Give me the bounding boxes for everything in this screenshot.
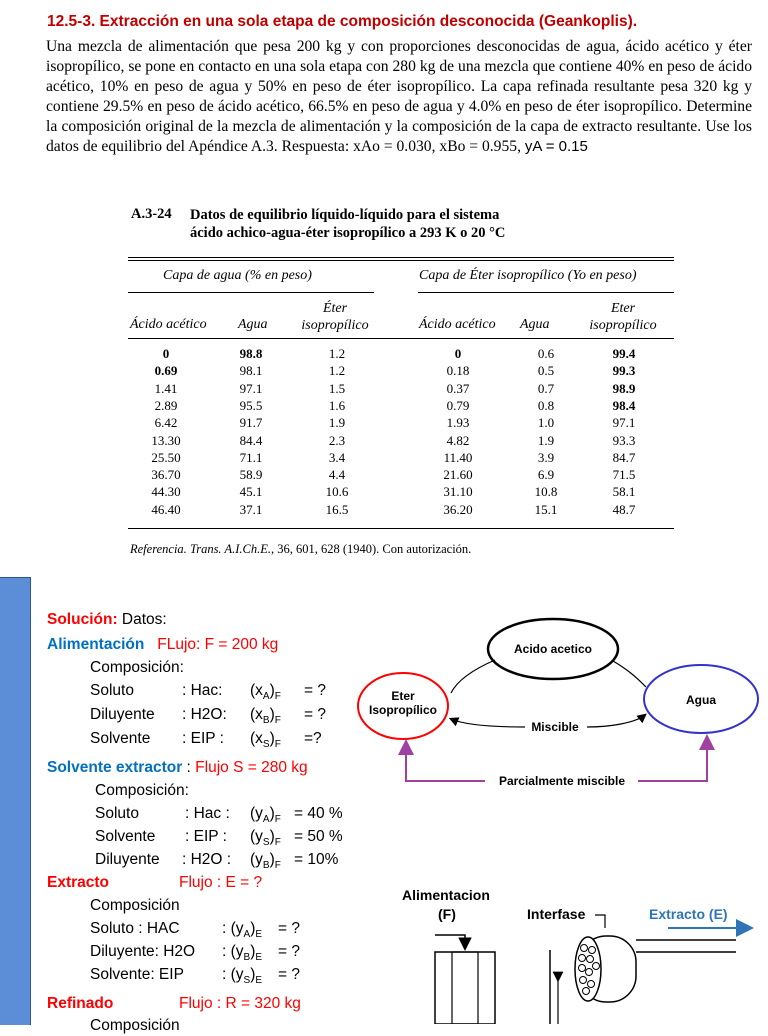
solucion-label: Solución: [47,611,118,628]
table-cell-acid-e: 36.20 [443,501,473,517]
miscible-arrow-right [587,715,645,727]
solvent-flow: Flujo S = 280 kg [195,759,308,776]
table-cell-ether-e: 93.3 [612,432,636,448]
solvent-diluent: Diluyente [95,851,160,868]
feed-diluent-value: : H2O: [182,706,227,723]
table-cell-acid-e: 0.79 [446,397,470,413]
feed-solute-value: : Hac: [182,682,223,699]
extract-diluent-line: Diluyente: H2O : $(y_B)_E$ = ? [90,943,300,964]
col-header-water-2: Agua [520,317,550,332]
extract-composition-label: Composición [90,897,180,914]
column-left [435,952,495,1024]
solvent-label: Solvente extractor [47,759,183,776]
table-cell-ether-e: 71.5 [612,467,636,483]
table-cell-ether-w: 4.4 [328,467,346,483]
table-cell-ether-w: 10.6 [325,484,349,500]
feed-flow: FLujo: F = 200 kg [157,636,279,653]
link-acid-water [613,661,646,687]
feed-arrow [435,935,465,948]
table-cell-ether-w: 3.4 [328,449,346,465]
table-cell-ether-e: 99.4 [612,346,636,361]
partial-miscible-label: Parcialmente miscible [498,774,626,788]
table-cell-water-w: 98.1 [239,363,263,379]
ether-label-2: Isopropílico [368,703,438,717]
table-cell-water-e: 0.5 [537,363,555,379]
miscibility-diagram [355,615,765,800]
table-cell-water-w: 97.1 [239,380,263,396]
problem-statement [46,37,752,157]
table-cell-water-e: 6.9 [537,467,555,483]
table-cell-acid-w: 0.69 [154,363,178,379]
table-cell-water-e: 0.8 [537,397,555,413]
reference-journal: Trans. A.I.Ch.E., [189,542,275,556]
answer-label: Respuesta: xAo = 0.030, xBo = 0.955, [281,138,521,155]
table-title-line2: ácido achico-agua-éter isopropílico a 293 K o 20 °C [190,225,506,241]
table-cell-water-e: 15.1 [534,501,558,517]
acetic-acid-label: Acido acetico [513,642,593,656]
extract-solute-line: Soluto : HAC : $(y_A)_E$ = ? [90,920,300,941]
solution-heading [47,610,167,630]
feed-composition-label: Composición: [90,659,184,676]
header-rule [128,338,674,339]
feed-diluent-line: Diluyente : H2O: $(x_B)_F$ = ? [90,706,326,727]
table-cell-ether-w: 16.5 [325,501,349,517]
table-cell-acid-w: 6.42 [154,415,178,431]
table-cell-acid-w: 13.30 [151,432,181,448]
solvent-diluent-line: Diluyente : H2O : $(y_B)_F$ = 10% [95,851,339,872]
raffinate-composition-cut: Composición [90,1017,180,1034]
feed-solute-q: = ? [304,682,326,699]
table-cell-water-e: 1.0 [537,415,555,431]
table-cell-acid-w: 44.30 [151,484,181,500]
feed-line [47,635,278,655]
table-cell-ether-w: 1.9 [328,415,346,431]
table-cell-water-e: 3.9 [537,449,555,465]
water-label: Agua [686,693,716,707]
table-cell-water-w: 71.1 [239,449,263,465]
table-top-rule-2 [128,260,674,261]
table-cell-ether-w: 2.3 [328,432,346,448]
table-cell-acid-w: 2.89 [154,397,178,413]
table-cell-ether-e: 58.1 [612,484,636,500]
table-cell-acid-e: 0.18 [446,363,470,379]
extract-line [47,873,263,893]
table-title [190,206,610,242]
link-acid-ether [451,660,495,693]
table-cell-water-e: 0.7 [537,380,555,396]
group-rule-water [128,292,374,293]
feed-solvent-q: =? [304,730,322,747]
extract-label: Extracto [47,874,110,891]
table-cell-acid-w: 1.41 [154,380,178,396]
col-header-ether-w: Éter isopropílico [301,301,369,333]
reference-rest: 36, 601, 628 (1940). Con autorización. [277,542,472,556]
extract-flow: Flujo : E = ? [179,874,263,891]
table-cell-acid-w: 46.40 [151,501,181,517]
extract-solvent: Solvente: EIP [90,966,184,983]
table-cell-ether-w: 1.2 [328,363,346,379]
solvent-solute-line: Soluto : Hac : $(y_A)_F$ = 40 % [95,805,343,826]
column-inner [452,952,478,1024]
table-cell-acid-e: 21.60 [443,467,473,483]
feed-solute-line: Soluto : Hac: $(x_A)_F$ = ? [90,682,326,703]
extract-diluent-q: = ? [278,943,300,960]
miscible-arrow-left [451,719,525,727]
feed-solute: Soluto [90,682,134,699]
table-cell-acid-e: 31.10 [443,484,473,500]
table-cell-water-e: 1.9 [537,432,555,448]
interface-label: Interfase [527,906,586,922]
raffinate-line [47,994,301,1014]
table-cell-acid-e: 11.40 [443,449,473,465]
feed-solvent-value: : EIP : [182,730,224,747]
solvent-solvent: Solvente [95,828,156,845]
answer-tail: yA = 0.15 [524,138,588,155]
table-cell-water-w: 91.7 [239,415,263,431]
table-cell-water-w: 98.8 [239,346,263,361]
solvent-solute-value: : Hac : [185,805,230,822]
interface-pointer [595,915,605,928]
ether-label-1: Eter [391,689,415,703]
table-cell-ether-w: 1.6 [328,397,346,413]
extract-solute: Soluto : HAC [90,920,180,937]
solvent-colon: : [182,759,196,776]
table-cell-acid-e: 4.82 [446,432,470,448]
feed-solvent-line: Solvente : EIP : $(x_S)_F$ =? [90,730,322,751]
side-bar [0,577,31,1025]
feed-label: Alimentación [47,636,145,653]
table-cell-acid-e: 0.37 [446,380,470,396]
table-cell-ether-e: 97.1 [612,415,636,431]
table-cell-water-w: 95.5 [239,397,263,413]
solvent-solvent-q: = 50 % [294,828,343,845]
extract-solvent-line: Solvente: EIP : $(y_S)_E$ = ? [90,966,300,987]
table-cell-ether-e: 98.9 [612,380,636,396]
table-cell-ether-e: 99.3 [612,363,636,379]
table-cell-water-w: 84.4 [239,432,263,448]
feed-diluent-q: = ? [304,706,326,723]
col-header-ether-e: Eter isopropílico [589,301,657,333]
extraction-unit-diagram [390,880,768,1024]
partial-arrow-right [638,738,707,781]
table-title-line1: Datos de equilibrio líquido-líquido para el sistema [190,207,500,223]
partial-arrow-left [406,743,485,781]
extract-label-diagram: Extracto (E) [649,906,728,922]
feed-diluent: Diluyente [90,706,155,723]
table-cell-water-e: 0.6 [537,346,555,361]
solvent-solvent-value: : EIP : [185,828,227,845]
table-cell-ether-e: 48.7 [612,501,636,517]
col-header-acid: Ácido acético [130,317,207,332]
table-cell-ether-e: 84.7 [612,449,636,465]
col-header-acid-2: Ácido acético [419,317,496,332]
table-cell-acid-w: 0 [162,346,170,361]
raffinate-flow: Flujo : R = 320 kg [179,995,301,1012]
extract-solute-q: = ? [278,920,300,937]
table-cell-acid-e: 0 [454,346,462,361]
solvent-solute: Soluto [95,805,139,822]
col-header-water: Agua [238,317,268,332]
table-cell-acid-w: 36.70 [151,467,181,483]
table-cell-ether-e: 98.4 [612,397,636,413]
table-reference [130,542,471,557]
table-cell-ether-w: 1.5 [328,380,346,396]
table-cell-water-w: 45.1 [239,484,263,500]
solvent-solute-q: = 40 % [294,805,343,822]
feed-solvent: Solvente [90,730,151,747]
raffinate-label: Refinado [47,995,114,1012]
solvent-composition-label: Composición: [95,782,189,799]
problem-body-text: Una mezcla de alimentación que pesa 200 kg y con proporciones desconocidas de agua, ácido acético y éter isopropílico, se pone en contacto en una sola etapa con 280 kg de una mezcla que contiene 40% en peso de ácido acético, 10% en peso de agua y 50% en peso de éter isopropílico. La capa refinada resultante pesa 320 kg y contiene 29.5% en peso de ácido acético, 66.5% en peso de agua y 4.0% en peso de éter isopropílico. Determine la composición original de la mezcla de alimentación y la composición de la capa de extracto resultante. Use los datos de equilibrio del Apéndice A.3. [46,38,752,155]
table-cell-acid-e: 1.93 [446,415,470,431]
solvent-diluent-q: = 10% [294,851,339,868]
table-cell-water-w: 37.1 [239,501,263,517]
table-cell-water-e: 10.8 [534,484,558,500]
table-top-rule [128,257,674,258]
table-bottom-rule [128,528,674,529]
table-code: A.3-24 [131,206,172,222]
feed-label-1: Alimentacion [402,887,490,903]
datos-label: Datos: [121,611,167,628]
group-header-ether: Capa de Éter isopropílico (Yo en peso) [419,268,637,283]
group-header-water: Capa de agua (% en peso) [163,268,312,283]
feed-label-2: (F) [438,906,456,922]
reference-label: Referencia. [130,542,187,556]
solvent-line [47,758,308,778]
extract-diluent: Diluyente: H2O [90,943,196,960]
table-cell-water-w: 58.9 [239,467,263,483]
solvent-diluent-value: : H2O : [182,851,232,868]
table-cell-acid-w: 25.50 [151,449,181,465]
solvent-solvent-line: Solvente : EIP : $(y_S)_F$ = 50 % [95,828,343,849]
table-cell-ether-w: 1.2 [328,346,346,361]
extract-solvent-q: = ? [278,966,300,983]
group-rule-ether [418,292,674,293]
problem-title: 12.5-3. Extracción en una sola etapa de composición desconocida (Geankoplis). [47,13,638,30]
miscible-label: Miscible [531,720,579,734]
